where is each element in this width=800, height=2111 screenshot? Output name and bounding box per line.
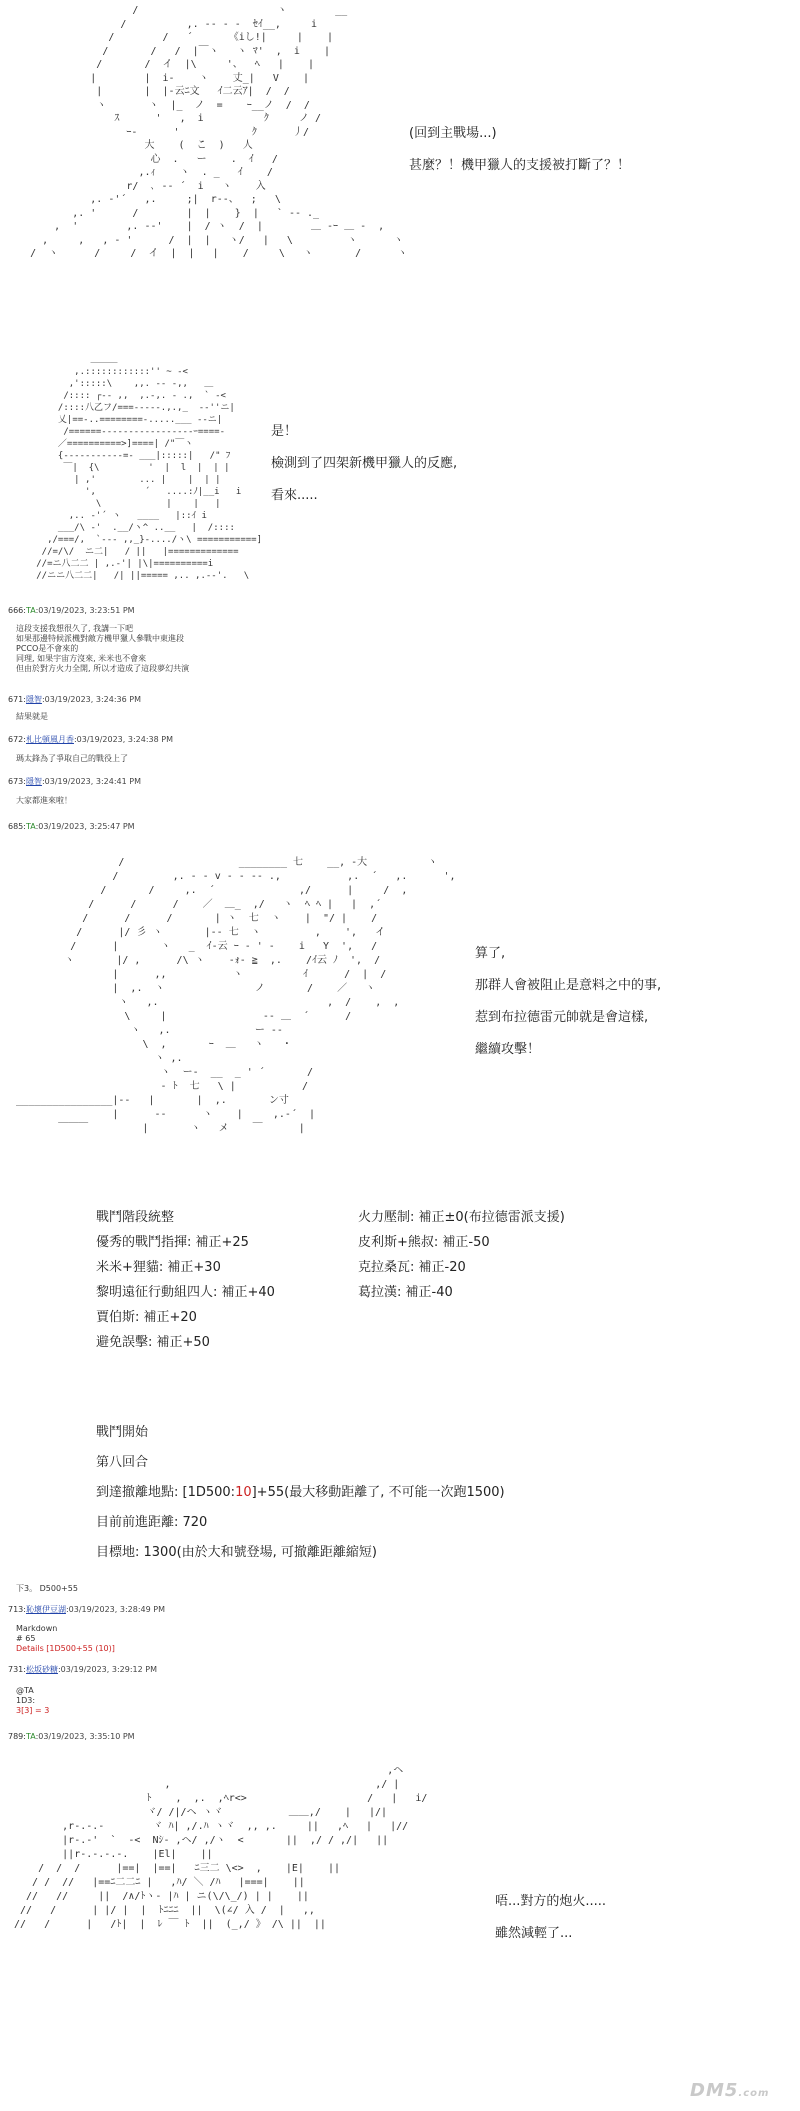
dialog-line: 唔...對方的炮火..... — [495, 1894, 607, 1909]
dialog-box-3 — [475, 938, 661, 1066]
dialog-line: 惹到布拉德雷元帥就是會這樣, — [475, 1010, 649, 1025]
panel-4 — [0, 1760, 800, 2111]
post-body: @TA 1D3: 3[3] = 3 — [16, 1686, 50, 1715]
post-date: :03/19/2023, 3:24:41 PM — [41, 777, 141, 786]
stat-line: 優秀的戰鬥指揮: 補正+25 — [96, 1235, 249, 1250]
stat-line: 葛拉漢: 補正-40 — [358, 1285, 453, 1300]
dialog-line: 繼續攻擊！ — [475, 1042, 541, 1057]
battle-summary-right — [358, 1205, 565, 1305]
post-date: :03/19/2023, 3:24:36 PM — [41, 695, 141, 704]
battle-progress — [96, 1420, 505, 1566]
ascii-art-character-2: ＿＿＿ ,.::::::::::::'' ~ -< ,':::::\ ,,. -- -,, ＿ /:::: ┌‐- ,, ,.-,. ‐ ., ` -< /::::八乙フ/===-----.,.,_ -‐''ニ| 乂|==-..========-.....___ -‐ニ| /======-----------------ｰ====‐ ／==========>]====| /"￣ヽ {-----------=- ___|:::::| /" ﾌ ￣| {\ ' | l | | | | ,' ... | | | | ', ´ ....:ﾉ|__i i \ | | | ,.. -'´ ヽ ____ |::ｲ i ___/\ ‐' .__/ヽ^ ..__ | /:::: ,/===/, `‐‐- ,,_}-..../ヽ\ ===========] //=/\/ ニ二| / || |============= //=ニ八二二 | ,.-'| |\|==========i //ニニ八二二| /| ||===== ,.. ,.-‐'. \ — [36, 355, 262, 581]
post-body: 結果就是 — [16, 712, 48, 721]
post-date: :03/19/2023, 3:29:12 PM — [57, 1665, 157, 1674]
dialog-line: (回到主戰場...) — [409, 126, 497, 141]
ascii-art-character-4: ,ヘ , ,/ | ﾄ , ,. ,ﾍr<> / | i/ ヾ/ /|/ヘ ヽヾ ＿＿,/ | |/| ,r-.-.- ヾ ﾊ| ,/.ﾊ ヽヾ ,, ,. || ,ﾍ | |// |r-.-' ` -< Nｼ- ,ヘ/ ,/ヽ < || ,/ / ,/| || ||r-.-.-.-. |El| || / / / |==| |==| ﾆ三二 \<> , |E| || / / // |==ﾆ二二ﾆ | ,ﾊ/ ＼ /ﾊ |===| || // // || /∧/ﾄヽ- |ﾊ | ニ(\/\_/) | | || // / | |/ | | ﾄﾆﾆﾆ || \(∠/ 入 / | ,, // / | /ﾄ| | ﾚ ￣ ﾄ || (_,/ 》 /\ || || — [14, 1765, 428, 1930]
post-author-link[interactable]: 札比頓風月香 — [25, 735, 74, 744]
post-body: 大家都進來啦！ — [16, 796, 72, 805]
post-tail: 下3。 D500+55 — [16, 1584, 78, 1593]
battle-round: 第八回合 — [96, 1455, 149, 1470]
dialog-box-4 — [495, 1886, 606, 1950]
post-header: 671:隱智:03/19/2023, 3:24:36 PM — [8, 695, 141, 704]
post-header: 731:松坂砂糖:03/19/2023, 3:29:12 PM — [8, 1665, 157, 1674]
stat-line: 戰鬥階段統整 — [96, 1210, 175, 1225]
post-date: :03/19/2023, 3:24:38 PM — [73, 735, 173, 744]
dice-roll-line: 到達撤離地點: [1D500:10]+55(最大移動距離了, 不可能一次跑1500) — [96, 1485, 505, 1500]
dialog-line: 算了, — [475, 946, 506, 961]
post-body: Markdown # 65 Details [1D500+55 (10)] — [16, 1624, 115, 1653]
panel-3 — [0, 850, 800, 1195]
ascii-art-character-1: / ヽ __ / ,. -- ‐ ‐ ｾｲ__, i / / ´ 《iし!| | | / / / |￣ヽ ヽ ﾏ' , i | / / イ |\ '、 ﾍ | | | | i- ヽ 丈_| V | | | |-云ﾆ文 ｲ二云ｱ| / / ヽ ヽ |_ ノ = ｰ__ノ / / ｽ ' , i ｸ ノ / ｰ- ' ｸ 丿/ 大 ( こ ) 人 心 . ー . ｲ / ,.ｨ ヽ . _ ｲ / r/ ､ -‐ ´ i ヽ 入 ,. ‐'´ ,. ;| r‐-、 ; \ ,. ' / | | } | ` ‐- ._ , ' ,. -‐' | / ヽ / | ＿ -ｰ ＿ - , , , , - ' / | | ヽ/ | \ ヽ ヽ / ヽ / / イ | | | / \ ヽ / ヽ — [30, 5, 408, 259]
stat-line: 克拉桑瓦: 補正-20 — [358, 1260, 466, 1275]
post-date: :03/19/2023, 3:25:47 PM — [35, 822, 135, 831]
post-author-link[interactable]: 恥壞伊豆湖 — [25, 1605, 66, 1614]
stat-line: 賈伯斯: 補正+20 — [96, 1310, 197, 1325]
stat-line: 避免誤擊: 補正+50 — [96, 1335, 210, 1350]
dialog-box-1 — [409, 118, 630, 182]
stat-line: 火力壓制: 補正±0(布拉德雷派支援) — [358, 1210, 565, 1225]
dialog-line: 檢測到了四架新機甲獵人的反應, — [271, 456, 458, 471]
panel-2 — [0, 350, 800, 600]
post-header: 672:札比頓風月香:03/19/2023, 3:24:38 PM — [8, 735, 173, 744]
dialog-line: 是！ — [271, 424, 298, 439]
dialog-line: 雖然減輕了... — [495, 1926, 573, 1941]
target-distance: 目標地: 1300(由於大和號登場, 可撤離距離縮短) — [96, 1545, 378, 1560]
post-author-link[interactable]: 隱智 — [25, 695, 42, 704]
stat-line: 黎明遠征行動組四人: 補正+40 — [96, 1285, 275, 1300]
dialog-line: 看來..... — [271, 488, 318, 503]
post-author-link[interactable]: 松坂砂糖 — [25, 1665, 58, 1674]
progress-distance: 目前前進距離: 720 — [96, 1515, 208, 1530]
post-author-link[interactable]: 隱智 — [25, 777, 42, 786]
battle-start: 戰鬥開始 — [96, 1425, 149, 1440]
stat-line: 米米+狸貓: 補正+30 — [96, 1260, 221, 1275]
post-date: :03/19/2023, 3:28:49 PM — [65, 1605, 165, 1614]
dialog-line: 那群人會被阻止是意料之中的事, — [475, 978, 662, 993]
post-author: TA — [25, 822, 36, 831]
details-link[interactable]: Details [1D500+55 (10)] — [16, 1644, 115, 1653]
post-header: 666:TA:03/19/2023, 3:23:51 PM — [8, 606, 135, 615]
post-header: 685:TA:03/19/2023, 3:25:47 PM — [8, 822, 135, 831]
dice-result: 10 — [235, 1485, 252, 1500]
post-body: 這段支援我想很久了, 我講一下吧 如果那邊特候派機對敵方機甲獵人參戰中東進段 PCCO是不會來的 同理, 如果宇宙方沒來, 米米也不會來 但由於對方火力全開, 所以才造成了這段夢幻共演 — [16, 624, 190, 673]
post-header: 713:恥壞伊豆湖:03/19/2023, 3:28:49 PM — [8, 1605, 165, 1614]
post-author: TA — [25, 606, 36, 615]
post-body: 瑪太鋒為了爭取自己的戰役上了 — [16, 754, 128, 763]
dialog-box-2 — [271, 416, 457, 512]
dialog-line: 甚麼？！機甲獵人的支援被打斷了？！ — [409, 158, 631, 173]
panel-1 — [0, 0, 800, 320]
post-date: :03/19/2023, 3:23:51 PM — [35, 606, 135, 615]
watermark-logo: DM5.com — [690, 2080, 770, 2101]
post-author: TA — [25, 1732, 36, 1741]
post-header: 789:TA:03/19/2023, 3:35:10 PM — [8, 1732, 135, 1741]
post-header: 673:隱智:03/19/2023, 3:24:41 PM — [8, 777, 141, 786]
dice-result: 3[3] = 3 — [16, 1706, 50, 1715]
post-date: :03/19/2023, 3:35:10 PM — [35, 1732, 135, 1741]
stat-line: 皮利斯+熊叔: 補正-50 — [358, 1235, 490, 1250]
ascii-art-character-3: / ________ 七 __, -大 ヽ / ,. - ‐ v ‐ ‐ -- ., ,. ´ ,. ', / / ,. ´ ,/ | / , / / / ／ ＿_ ,/ ヽ ﾍ ﾍ | | ,´ / / / | ヽ 七 ヽ | "/ | / / |/ 彡 ヽ |-- 七 ヽ , ', イ / | ヽ _ ｲ-云 ｰ - ' ‐ i Y ', / ヽ |/ , /\ ヽ -ｫ‐ ≧ ,. /ｲ云 ﾉ ', / | ,, ヽ ｲ / | / | ,. ヽ ノ / ／ ヽ ヽ ,. , / , , \ | -- ＿ ´ / ヽ ,. ー -‐ \ , ｰ ＿ ヽ ・ ヽ ,. ヽ ー- __ _ ' ´ / ‐ ﾄ 七 \ | / ________________|‐- | | ,. ン寸 | ‐‐ ヽ | ,.-´ | ￣￣￣ | ヽ メ ￣ | — [16, 857, 456, 1134]
battle-summary-left — [96, 1205, 275, 1355]
